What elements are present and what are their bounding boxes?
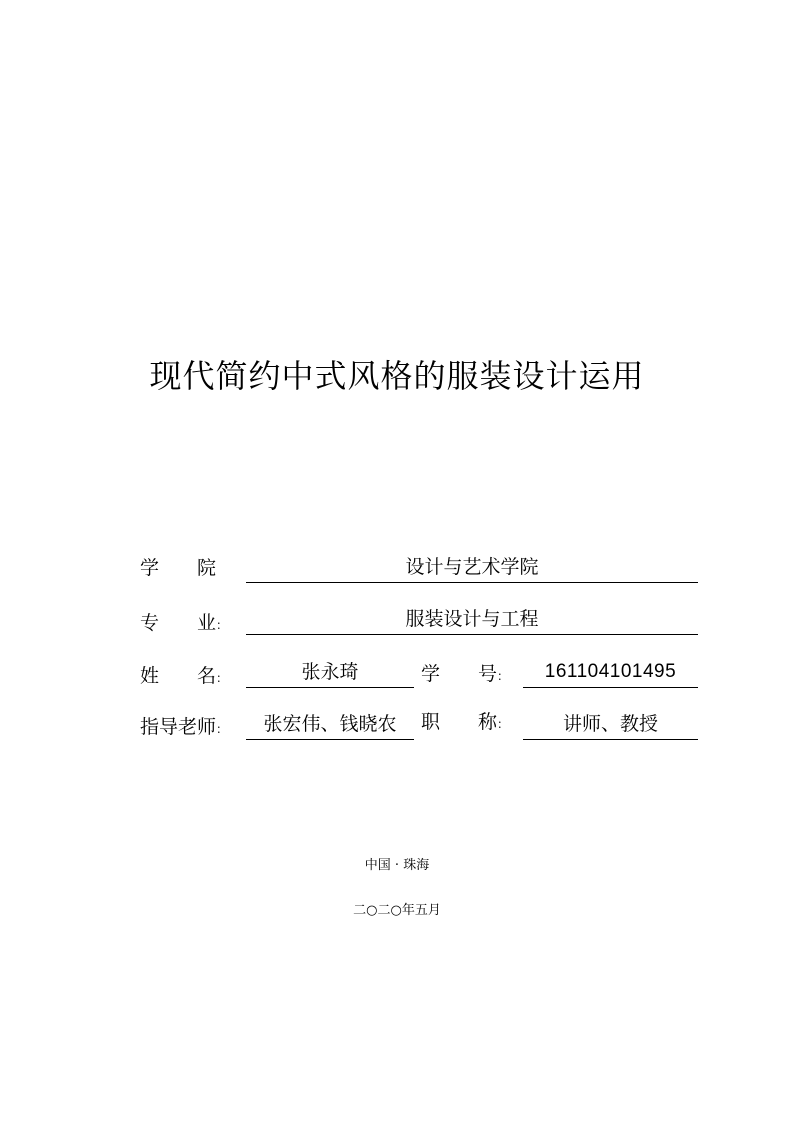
student-id-label-text: 学 号 [421, 663, 498, 685]
name-label-colon: ： [216, 671, 229, 685]
title-rank-label-text: 职 称 [421, 711, 498, 733]
student-id-label [421, 662, 509, 688]
name-label-text: 姓 名 [140, 665, 217, 687]
advisor-label-colon: ： [216, 722, 229, 736]
advisor-label [140, 715, 228, 741]
name-label [140, 664, 228, 690]
major-label-colon: ： [216, 618, 229, 632]
student-id-field: 161104101495 [523, 659, 698, 688]
date-line: 二○二○年五月 [353, 903, 441, 918]
major-label-text: 专 业 [140, 612, 217, 634]
college-label [140, 556, 216, 580]
advisor-label-text: 指导老师 [140, 716, 217, 738]
name-field: 张永琦 [246, 659, 414, 688]
college-field: 设计与艺术学院 [246, 554, 698, 583]
advisor-field: 张宏伟、钱晓农 [246, 711, 414, 740]
major-label [140, 611, 228, 637]
student-id-label-colon: ： [497, 669, 510, 683]
title-rank-label [421, 710, 509, 736]
title-rank-label-colon: ： [497, 717, 510, 731]
major-field: 服装设计与工程 [246, 606, 698, 635]
title-rank-field: 讲师、教授 [523, 711, 698, 740]
place-line: 中国 · 珠海 [364, 858, 430, 873]
thesis-title: 现代简约中式风格的服装设计运用 [149, 357, 645, 395]
college-label-text: 学 院 [140, 557, 217, 579]
